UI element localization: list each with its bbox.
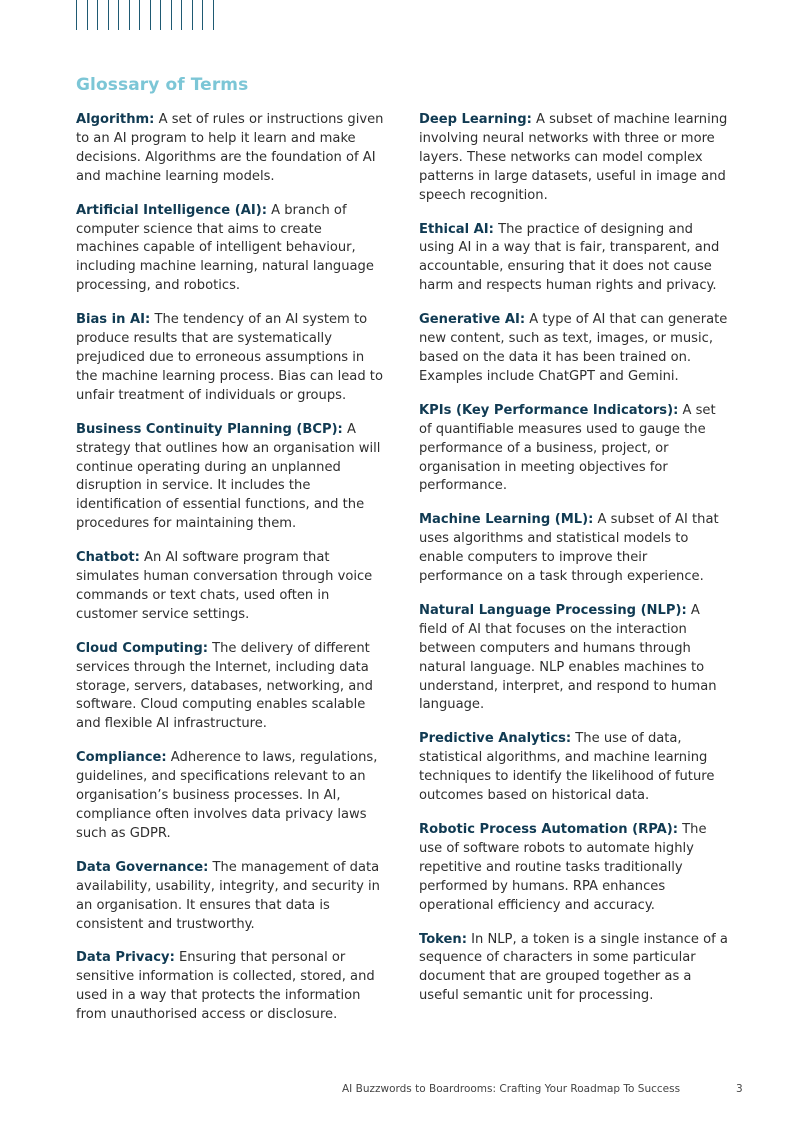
glossary-definition: A field of AI that focuses on the interaction between computers and humans through natural language. NLP enables machines to understand, interpret, and respond to human language. — [419, 602, 717, 713]
glossary-left-column — [76, 111, 388, 1040]
glossary-term: Natural Language Processing (NLP): — [419, 602, 687, 618]
glossary-term: Bias in AI: — [76, 312, 151, 328]
page-number: 3 — [736, 1083, 743, 1095]
glossary-term: Ethical AI: — [419, 221, 494, 237]
glossary-entry — [419, 602, 731, 715]
glossary-term: Compliance: — [76, 750, 167, 766]
glossary-entry — [419, 221, 731, 297]
glossary-term: Artificial Intelligence (AI): — [76, 202, 267, 218]
glossary-definition: The delivery of different services through the Internet, including data storage, servers, databases, networking, and software. Cloud computing enables scalable and flexible AI infrastructure. — [76, 640, 373, 732]
glossary-term: Token: — [419, 931, 467, 947]
glossary-entry — [419, 111, 731, 206]
glossary-term: Machine Learning (ML): — [419, 512, 594, 528]
glossary-term: Data Governance: — [76, 859, 209, 875]
glossary-entry — [419, 402, 731, 497]
decorative-barcode-lines — [76, 0, 223, 30]
glossary-entry — [76, 202, 388, 297]
glossary-term: Data Privacy: — [76, 950, 175, 966]
glossary-definition: A strategy that outlines how an organisation will continue operating during an unplanned disruption in service. It includes the identification of essential functions, and the procedures for maintaining them. — [76, 421, 381, 532]
glossary-entry — [76, 549, 388, 625]
glossary-term: Robotic Process Automation (RPA): — [419, 822, 678, 837]
glossary-definition: The tendency of an AI system to produce results that are systematically prejudiced due to erroneous assumptions in the machine learning process. Bias can lead to unfair treatment of individuals or groups. — [76, 312, 383, 403]
glossary-definition: The use of data, statistical algorithms, and machine learning techniques to identify the likelihood of future outcomes based on historical data. — [419, 731, 715, 804]
glossary-definition: A branch of computer science that aims to create machines capable of intelligent behaviour, including machine learning, natural language processing, and robotics. — [76, 202, 374, 294]
glossary-term: KPIs (Key Performance Indicators): — [419, 402, 679, 418]
glossary-term: Generative AI: — [419, 312, 526, 328]
glossary-entry — [76, 640, 388, 735]
footer-document-title: AI Buzzwords to Boardrooms: Crafting Your Roadmap To Success — [342, 1083, 681, 1095]
glossary-term: Deep Learning: — [419, 112, 532, 127]
glossary-definition: The practice of designing and using AI in a way that is fair, transparent, and accountable, ensuring that it does not cause harm and respects human rights and privacy. — [419, 221, 720, 294]
glossary-definition: The management of data availability, usability, integrity, and security in an organisation. It ensures that data is consistent and trustworthy. — [76, 859, 380, 932]
glossary-definition: The use of software robots to automate highly repetitive and routine tasks traditionally performed by humans. RPA enhances operational efficiency and accuracy. — [419, 822, 707, 913]
glossary-definition: In NLP, a token is a single instance of a sequence of characters in some particular document that are grouped together as a useful semantic unit for processing. — [419, 931, 728, 1004]
glossary-entry — [76, 421, 388, 534]
glossary-definition: A type of AI that can generate new content, such as text, images, or music, based on the data it has been trained on. Examples include ChatGPT and Gemini. — [419, 312, 728, 384]
glossary-definition: A subset of machine learning involving neural networks with three or more layers. These networks can model complex patterns in large datasets, useful in image and speech recognition. — [419, 112, 728, 203]
glossary-entry — [419, 311, 731, 387]
glossary-entry — [76, 749, 388, 844]
glossary-term: Algorithm: — [76, 112, 155, 127]
glossary-entry — [419, 511, 731, 587]
glossary-right-column — [419, 111, 731, 1021]
glossary-definition: Adherence to laws, regulations, guidelines, and specifications relevant to an organisation’s business processes. In AI, compliance often involves data privacy laws such as GDPR. — [76, 750, 378, 841]
glossary-entry — [76, 111, 388, 187]
glossary-term: Predictive Analytics: — [419, 731, 572, 747]
glossary-definition: An AI software program that simulates human conversation through voice commands or text chats, used often in customer service settings. — [76, 550, 373, 622]
glossary-entry — [76, 949, 388, 1025]
glossary-definition: Ensuring that personal or sensitive information is collected, stored, and used in a way that protects the information from unauthorised access or disclosure. — [76, 950, 375, 1023]
glossary-definition: A subset of AI that uses algorithms and statistical models to enable computers to improve their performance on a task through experience. — [419, 512, 719, 585]
glossary-entry — [419, 821, 731, 916]
glossary-definition: A set of rules or instructions given to an AI program to help it learn and make decisions. Algorithms are the foundation of AI and machine learning models. — [76, 112, 384, 184]
glossary-term: Cloud Computing: — [76, 640, 208, 656]
glossary-definition: A set of quantifiable measures used to gauge the performance of a business, project, or organisation in meeting objectives for performance. — [419, 402, 716, 494]
page-title: Glossary of Terms — [76, 75, 249, 95]
glossary-term: Business Continuity Planning (BCP): — [76, 421, 343, 437]
glossary-term: Chatbot: — [76, 550, 140, 566]
glossary-entry — [76, 859, 388, 935]
glossary-entry — [419, 730, 731, 806]
glossary-entry — [76, 311, 388, 406]
glossary-entry — [419, 931, 731, 1007]
